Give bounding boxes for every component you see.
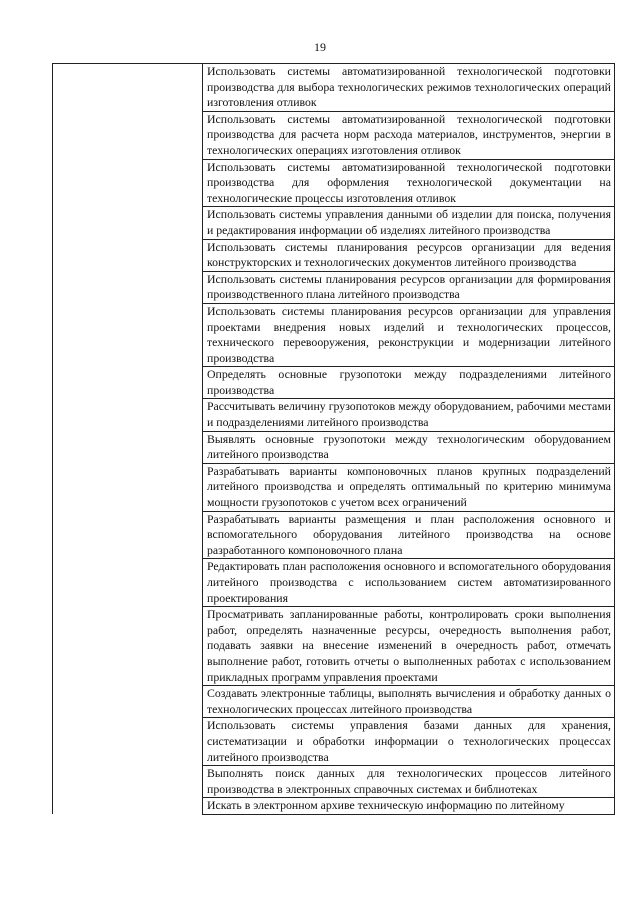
skill-cell — [203, 239, 615, 271]
skill-cell — [203, 207, 615, 239]
empty-left-cell — [53, 64, 203, 815]
skill-text: Разрабатывать варианты компоновочных планов крупных подразделений литейного производства и определять оптимальный по критерию минимума мощности грузопотоков с учетом всех ограничений — [207, 463, 611, 510]
skill-text: Просматривать запланированные работы, контролировать сроки выполнения работ, определять назначенные ресурсы, очередность выполнения работ, подавать заявки на внесение изменений в очередность работ, отмечать выполнение работ, готовить отчеты о выполненных работах с использованием прикладных программ управления проектами — [207, 607, 611, 684]
skill-text: Использовать системы управления данными об изделии для поиска, получения и редактирования информации об изделиях литейного производства — [207, 207, 611, 237]
skill-cell — [203, 399, 615, 431]
skill-cell — [203, 686, 615, 718]
skill-text: Использовать системы планирования ресурсов организации для ведения конструкторских и технологических документов литейного производства — [207, 239, 611, 270]
skill-cell — [203, 303, 615, 366]
skill-cell — [203, 798, 615, 815]
table-body — [53, 64, 615, 815]
page-number: 19 — [314, 40, 326, 54]
table-row — [53, 64, 615, 112]
skill-cell — [203, 718, 615, 766]
skill-cell — [203, 64, 615, 112]
skill-cell — [203, 111, 615, 159]
skill-text: Выявлять основные грузопотоки между технологическим оборудованием литейного производства — [207, 431, 611, 462]
skill-text: Определять основные грузопотоки между подразделениями литейного производства — [207, 367, 611, 397]
skill-text: Использовать системы планирования ресурсов организации для формирования производственного плана литейного производства — [207, 271, 611, 302]
skill-text: Использовать системы автоматизированной технологической подготовки производства для расчета норм расхода материалов, инструментов, энергии в технологических операциях изготовления отливок — [207, 111, 611, 157]
skill-text: Использовать системы автоматизированной технологической подготовки производства для оформления технологической документации на технологические процессы изготовления отливок — [207, 159, 611, 205]
skill-cell — [203, 367, 615, 399]
skill-cell — [203, 607, 615, 686]
skill-text: Использовать системы управления базами данных для хранения, систематизации и обработки информации о технологических процессах литейного производства — [207, 718, 611, 764]
skill-text: Разрабатывать варианты размещения и план расположения основного и вспомогательного оборудования литейного производства на основе разработанного компоновочного плана — [207, 511, 611, 557]
skill-cell — [203, 431, 615, 463]
skill-text: Редактировать план расположения основного и вспомогательного оборудования литейного производства с использованием систем автоматизированного проектирования — [207, 559, 611, 605]
skill-cell — [203, 159, 615, 207]
skills-table — [52, 63, 615, 815]
skill-cell — [203, 766, 615, 798]
skill-cell — [203, 271, 615, 303]
skill-text: Рассчитывать величину грузопотоков между оборудованием, рабочими местами и подразделениями литейного производства — [207, 399, 611, 430]
skill-cell — [203, 559, 615, 607]
skill-cell — [203, 463, 615, 511]
skill-text: Выполнять поиск данных для технологических процессов литейного производства в электронных справочных системах и библиотеках — [207, 766, 611, 796]
skill-text: Использовать системы автоматизированной технологической подготовки производства для выбора технологических режимов технологических операций изготовления отливок — [207, 64, 611, 110]
skill-text: Использовать системы планирования ресурсов организации для управления проектами внедрения новых изделий и технологических процессов, технического перевооружения, реконструкции и модернизации литейного производства — [207, 303, 611, 365]
skill-cell — [203, 511, 615, 559]
skill-text: Искать в электронном архиве техническую информацию по литейному — [207, 798, 565, 813]
skill-text: Создавать электронные таблицы, выполнять вычисления и обработку данных о технологических процессах литейного производства — [207, 686, 611, 716]
